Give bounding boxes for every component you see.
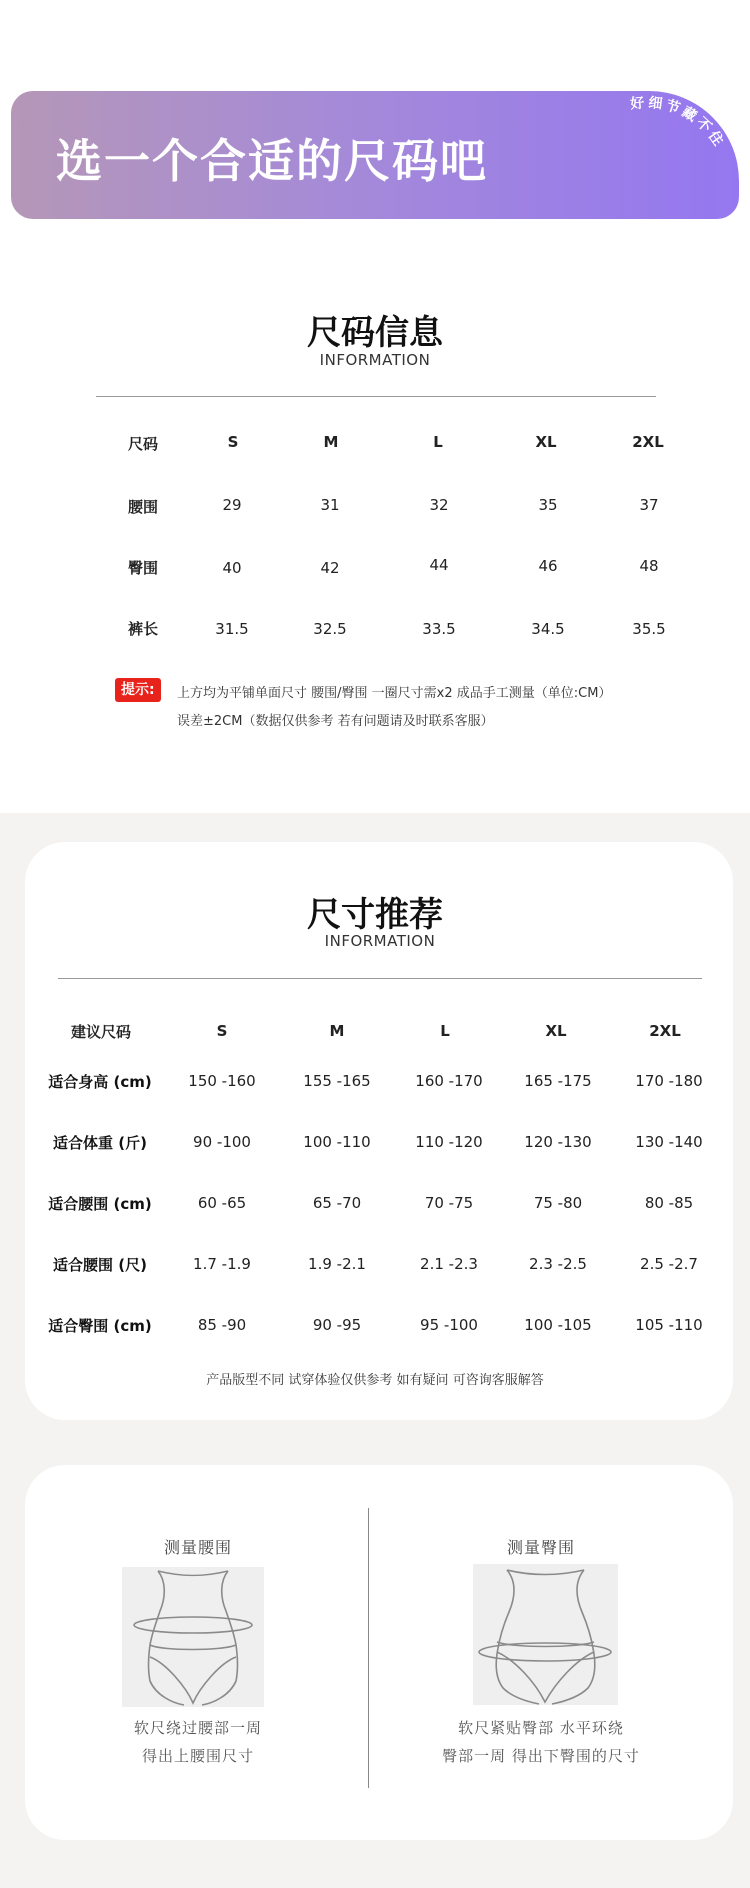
banner-title: 选一个合适的尺码吧 xyxy=(56,134,488,188)
table-row-label: 腰围 xyxy=(127,498,159,516)
table-cell: 33.5 xyxy=(422,620,456,638)
table-cell: 100 -110 xyxy=(303,1133,371,1151)
table-cell: 35 xyxy=(538,496,558,514)
recommend-row-label: 适合体重 (斤) xyxy=(53,1134,147,1152)
size-recommend-title: 尺寸推荐 xyxy=(307,895,443,935)
table-row-label: 臀围 xyxy=(127,559,159,577)
table-cell: 29 xyxy=(222,496,242,514)
table-cell: 32 xyxy=(429,496,449,514)
table-cell: 2.5 -2.7 xyxy=(640,1255,698,1273)
banner-corner-text: 好细节藏不住 xyxy=(629,94,728,152)
table-cell: 40 xyxy=(222,559,242,577)
table-cell: 155 -165 xyxy=(303,1072,371,1090)
recommend-col-header: XL xyxy=(545,1022,567,1040)
size-info-title: 尺码信息 xyxy=(307,313,443,353)
hip-diagram xyxy=(473,1564,618,1705)
recommend-col-header: 2XL xyxy=(649,1022,681,1040)
table-cell: 48 xyxy=(639,557,659,575)
recommend-col-header: L xyxy=(440,1022,450,1040)
table-cell: 34.5 xyxy=(531,620,565,638)
table-cell: 32.5 xyxy=(313,620,347,638)
table-cell: 130 -140 xyxy=(635,1133,703,1151)
measure-hip-desc2: 臀部一周 得出下臀围的尺寸 xyxy=(442,1747,640,1765)
measure-waist-desc2: 得出上腰围尺寸 xyxy=(141,1747,255,1765)
table-cell: 2.1 -2.3 xyxy=(420,1255,478,1273)
hip-diagram-icon xyxy=(473,1564,618,1705)
table-cell: 120 -130 xyxy=(524,1133,592,1151)
recommend-row-label: 适合腰围 (尺) xyxy=(53,1256,147,1274)
table-cell: 1.7 -1.9 xyxy=(193,1255,251,1273)
size-info-col-header: L xyxy=(433,433,443,451)
recommend-row-label: 适合臀围 (cm) xyxy=(48,1317,152,1335)
waist-diagram-icon xyxy=(122,1567,264,1707)
table-cell: 35.5 xyxy=(632,620,666,638)
recommend-col-header: 建议尺码 xyxy=(70,1023,132,1041)
size-info-col-header: S xyxy=(227,433,239,451)
table-cell: 46 xyxy=(538,557,558,575)
size-info-subtitle: INFORMATION xyxy=(319,351,431,369)
table-cell: 100 -105 xyxy=(524,1316,592,1334)
tip-text-line1: 上方均为平铺单面尺寸 腰围/臀围 一圈尺寸需x2 成品手工测量（单位:CM） xyxy=(177,686,612,701)
table-cell: 170 -180 xyxy=(635,1072,703,1090)
table-cell: 60 -65 xyxy=(197,1194,247,1212)
table-cell: 165 -175 xyxy=(524,1072,592,1090)
table-cell: 75 -80 xyxy=(533,1194,583,1212)
table-cell: 85 -90 xyxy=(197,1316,247,1334)
size-info-col-header: 2XL xyxy=(632,433,664,451)
size-info-col-header: 尺码 xyxy=(127,435,159,453)
waist-diagram xyxy=(122,1567,264,1707)
table-cell: 42 xyxy=(320,559,340,577)
recommend-row-label: 适合腰围 (cm) xyxy=(48,1195,152,1213)
measure-hip-title: 测量臀围 xyxy=(506,1538,576,1557)
table-cell: 95 -100 xyxy=(420,1316,478,1334)
table-cell: 90 -95 xyxy=(312,1316,362,1334)
table-cell: 31 xyxy=(320,496,340,514)
table-cell: 90 -100 xyxy=(193,1133,251,1151)
header-banner xyxy=(11,91,739,219)
size-info-col-header: XL xyxy=(535,433,557,451)
table-row-label: 裤长 xyxy=(127,620,159,638)
tip-text-line2: 误差±2CM（数据仅供参考 若有问题请及时联系客服） xyxy=(177,714,494,729)
table-cell: 37 xyxy=(639,496,659,514)
measure-waist-desc1: 软尺绕过腰部一周 xyxy=(133,1719,263,1737)
measure-waist-title: 测量腰围 xyxy=(163,1538,233,1557)
table-cell: 31.5 xyxy=(215,620,249,638)
banner-corner-badge xyxy=(619,91,739,219)
tip-badge: 提示: xyxy=(115,678,161,702)
recommend-row-label: 适合身高 (cm) xyxy=(48,1073,152,1091)
table-cell: 44 xyxy=(429,556,449,574)
table-cell: 150 -160 xyxy=(188,1072,256,1090)
table-cell: 160 -170 xyxy=(415,1072,483,1090)
recommend-col-header: S xyxy=(216,1022,228,1040)
size-info-col-header: M xyxy=(323,433,339,451)
recommend-col-header: M xyxy=(329,1022,345,1040)
table-cell: 1.9 -2.1 xyxy=(308,1255,366,1273)
table-cell: 110 -120 xyxy=(415,1133,483,1151)
table-cell: 70 -75 xyxy=(424,1194,474,1212)
size-recommend-subtitle: INFORMATION xyxy=(324,932,436,950)
table-cell: 2.3 -2.5 xyxy=(529,1255,587,1273)
measure-hip-desc1: 软尺紧贴臀部 水平环绕 xyxy=(458,1719,624,1737)
svg-text:好细节藏不住 xyxy=(629,94,729,151)
size-info-divider xyxy=(96,396,656,397)
table-cell: 105 -110 xyxy=(635,1316,703,1334)
measure-divider xyxy=(368,1508,369,1788)
recommend-note: 产品版型不同 试穿体验仅供参考 如有疑问 可咨询客服解答 xyxy=(206,1373,544,1388)
size-recommend-divider xyxy=(58,978,702,979)
table-cell: 80 -85 xyxy=(644,1194,694,1212)
table-cell: 65 -70 xyxy=(312,1194,362,1212)
